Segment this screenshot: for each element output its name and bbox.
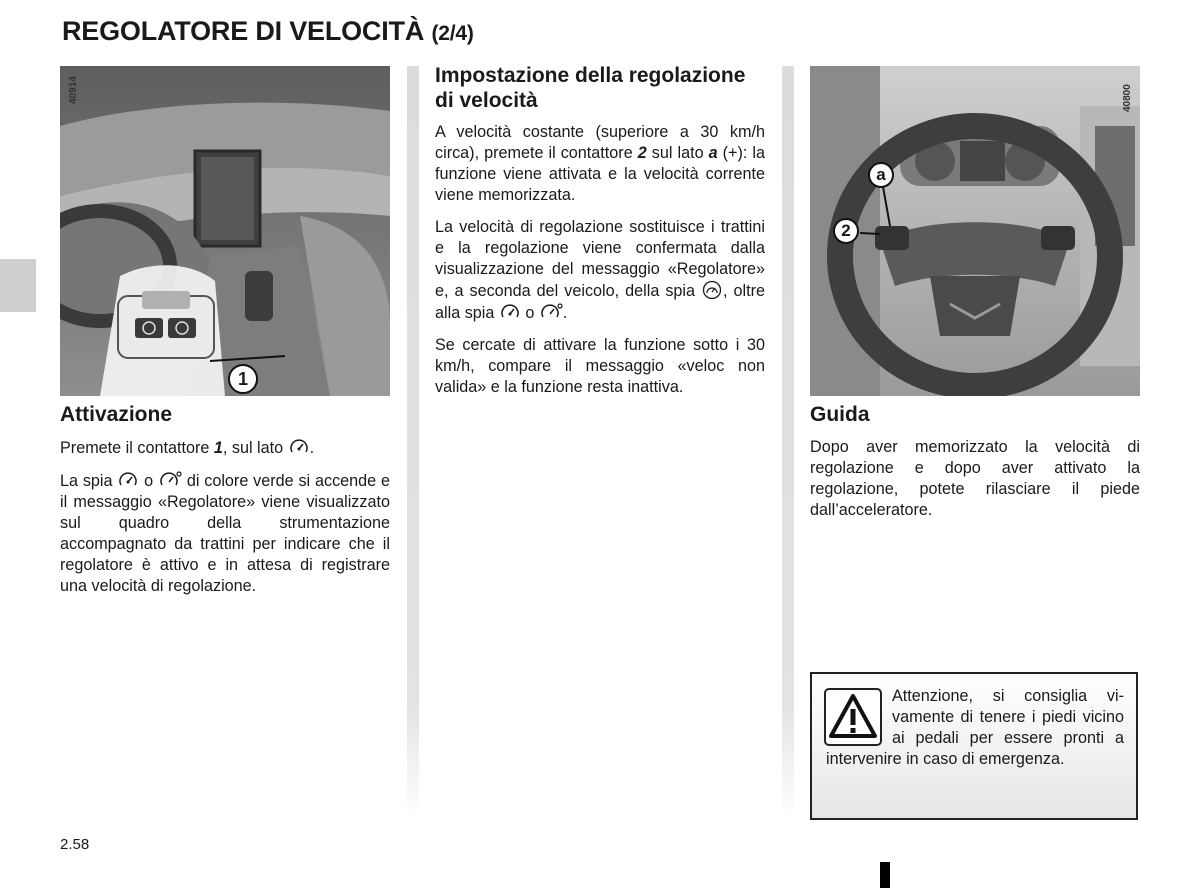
- text-run: La spia: [60, 472, 118, 490]
- section-marker-bar: [880, 862, 890, 888]
- text-run: o: [520, 304, 539, 322]
- text-run: sul lato: [646, 144, 709, 162]
- switch-side-label: a: [708, 144, 718, 162]
- adaptive-cruise-icon: [158, 470, 182, 490]
- col2-text: [435, 122, 765, 409]
- col1-paragraph-1: [60, 437, 390, 459]
- switch-number: 1: [213, 439, 223, 457]
- figure-id-right: 40800: [1122, 84, 1133, 112]
- col2-paragraph-2: [435, 217, 765, 324]
- page-title: [62, 16, 474, 47]
- heading-guida: Guida: [810, 403, 870, 426]
- cruise-control-icon: [288, 437, 310, 457]
- section-tab: [0, 259, 36, 312]
- col2-paragraph-1: [435, 122, 765, 206]
- text-run: (+): la funzione viene attivata e la velocità corrente viene memorizzata.: [435, 144, 765, 204]
- adaptive-cruise-icon: [539, 302, 563, 322]
- column-separator-left: [407, 66, 419, 818]
- figure-id-left: 40914: [68, 76, 79, 104]
- text-run: A velocità costante (superiore a 30 km/h circa), premete il contattore: [435, 123, 765, 162]
- col3-paragraph-1: Dopo aver memorizzato la velocità di regolazione e dopo aver attivato la regolazione, potete rilasciare il piede dall’acceleratore.: [810, 438, 1140, 519]
- steering-wheel-illustration: [810, 66, 1140, 396]
- text-run: , oltre alla spia: [435, 282, 765, 322]
- text-run: .: [309, 439, 315, 457]
- col3-text: [810, 437, 1140, 532]
- col1-paragraph-2: [60, 470, 390, 597]
- title-text: REGOLATORE DI VELOCITÀ: [62, 16, 425, 46]
- warning-text: [826, 686, 1124, 770]
- text-run: Premete il contattore: [60, 439, 214, 457]
- callout-a: a: [868, 162, 894, 188]
- cruise-control-icon: [117, 470, 139, 490]
- page-number: 2.58: [60, 836, 90, 853]
- dashboard-illustration: [60, 66, 390, 396]
- heading-impostazione: Impostazione della regolazione di velocità: [435, 64, 746, 112]
- title-page-indicator: (2/4): [431, 22, 474, 45]
- callout-2: 2: [833, 218, 859, 244]
- text-run: o: [139, 472, 158, 490]
- warning-box: [810, 672, 1138, 820]
- col2-paragraph-3: Se cercate di attivare la funzione sotto i 30 km/h, compare il messaggio «veloc non valida» e la funzione resta inattiva.: [435, 336, 765, 396]
- heading-attivazione: Attivazione: [60, 403, 173, 426]
- column-separator-right: [782, 66, 794, 818]
- callout-1: 1: [228, 364, 258, 394]
- text-run: di colore verde si accende e il messaggio «Regolatore» viene visualizzato sul quadro della strumentazione accompagnato da trattini per indicare che il regolatore è attivo e in attesa di registrare una velocità di regolazione.: [60, 472, 390, 595]
- cruise-control-icon: [499, 302, 521, 322]
- speed-limiter-icon: [701, 280, 723, 300]
- text-run: La velocità di regolazione sostituisce i trattini e la regolazione viene confermata dalla visualizzazione del messaggio «Regolatore» e, a seconda del veicolo, della spia: [435, 218, 765, 300]
- switch-number: 2: [637, 144, 647, 162]
- text-run: .: [562, 304, 568, 322]
- warning-text-content: Attenzione, si consiglia vivamente di tenere i piedi vicino ai pedali per essere pronti a intervenire in caso di emergenza.: [826, 687, 1124, 768]
- col1-text: [60, 437, 390, 608]
- text-run: , sul lato: [222, 439, 288, 457]
